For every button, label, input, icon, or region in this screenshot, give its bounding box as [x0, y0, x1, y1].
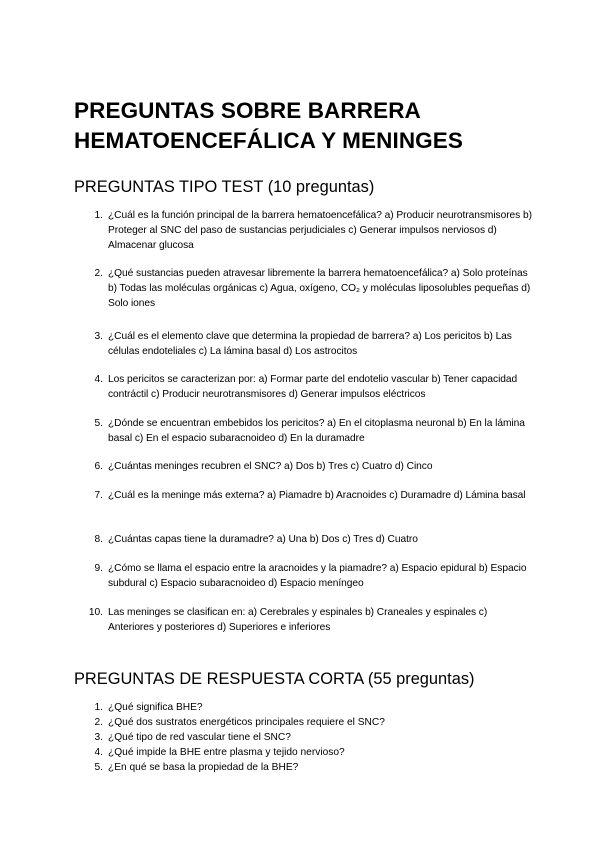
question-number: 8. — [94, 534, 103, 545]
question-text: ¿Qué tipo de red vascular tiene el SNC? — [108, 732, 291, 743]
question-number: 9. — [94, 563, 103, 574]
list-item — [0, 730, 600, 745]
question-number: 5. — [94, 418, 103, 429]
question-number: 2. — [94, 268, 103, 279]
question-text: ¿Qué significa BHE? — [108, 702, 203, 713]
question-number: 7. — [94, 490, 103, 501]
question-number: 3. — [94, 732, 103, 743]
question-number: 6. — [94, 461, 103, 472]
list-item — [0, 745, 600, 760]
question-text: ¿Cuántas capas tiene la duramadre? a) Una b) Dos c) Tres d) Cuatro — [108, 534, 418, 545]
list-item — [0, 715, 600, 730]
section-heading-test: PREGUNTAS TIPO TEST (10 preguntas) — [74, 178, 375, 196]
question-text: ¿Qué sustancias pueden atravesar libremente la barrera hematoencefálica? a) Solo proteínas b) Todas las moléculas orgánicas c) Agua, oxígeno, CO₂ y moléculas liposolubles pequeñas d) Solo iones — [108, 268, 531, 309]
short-answer-question-list — [0, 700, 600, 775]
question-number: 2. — [94, 717, 103, 728]
question-text: ¿Cuál es la función principal de la barrera hematoencefálica? a) Producir neurotransmisores b) Proteger al SNC del paso de sustancias perjudiciales c) Generar impulsos nerviosos d) Almacenar glucosa — [108, 210, 532, 251]
question-number: 4. — [94, 374, 103, 385]
question-text: ¿Cuál es el elemento clave que determina la propiedad de barrera? a) Los pericitos b) Las células endoteliales c) La lámina basal d) Los astrocitos — [108, 331, 512, 357]
question-number: 3. — [94, 331, 103, 342]
question-text: ¿Qué impide la BHE entre plasma y tejido nervioso? — [108, 747, 345, 758]
question-text: Los pericitos se caracterizan por: a) Formar parte del endotelio vascular b) Tener capacidad contráctil c) Producir neurotransmisores d) Generar impulsos eléctricos — [108, 374, 518, 400]
question-number: 1. — [94, 702, 103, 713]
question-text: ¿Qué dos sustratos energéticos principales requiere el SNC? — [108, 717, 385, 728]
list-item — [0, 760, 600, 775]
document-title: PREGUNTAS SOBRE BARRERA HEMATOENCEFÁLICA Y MENINGES — [74, 98, 463, 153]
question-text: ¿Cómo se llama el espacio entre la aracnoides y la piamadre? a) Espacio epidural b) Espacio subdural c) Espacio subaracnoideo d) Espacio meníngeo — [108, 563, 527, 589]
question-number: 4. — [94, 747, 103, 758]
question-text: ¿Cuál es la meninge más externa? a) Piamadre b) Aracnoides c) Duramadre d) Lámina basal — [108, 490, 526, 501]
question-text: ¿Dónde se encuentran embebidos los pericitos? a) En el citoplasma neuronal b) En la lámina basal c) En el espacio subaracnoideo d) En la duramadre — [108, 418, 525, 444]
question-number: 1. — [94, 210, 103, 221]
list-item — [0, 700, 600, 715]
question-text: Las meninges se clasifican en: a) Cerebrales y espinales b) Craneales y espinales c) Anteriores y posteriores d) Superiores e inferiores — [108, 607, 488, 633]
section-heading-short-answer: PREGUNTAS DE RESPUESTA CORTA (55 preguntas) — [74, 670, 475, 688]
question-number: 10. — [88, 607, 103, 618]
question-text: ¿Cuántas meninges recubren el SNC? a) Dos b) Tres c) Cuatro d) Cinco — [108, 461, 433, 472]
question-text: ¿En qué se basa la propiedad de la BHE? — [108, 762, 299, 773]
question-number: 5. — [94, 762, 103, 773]
